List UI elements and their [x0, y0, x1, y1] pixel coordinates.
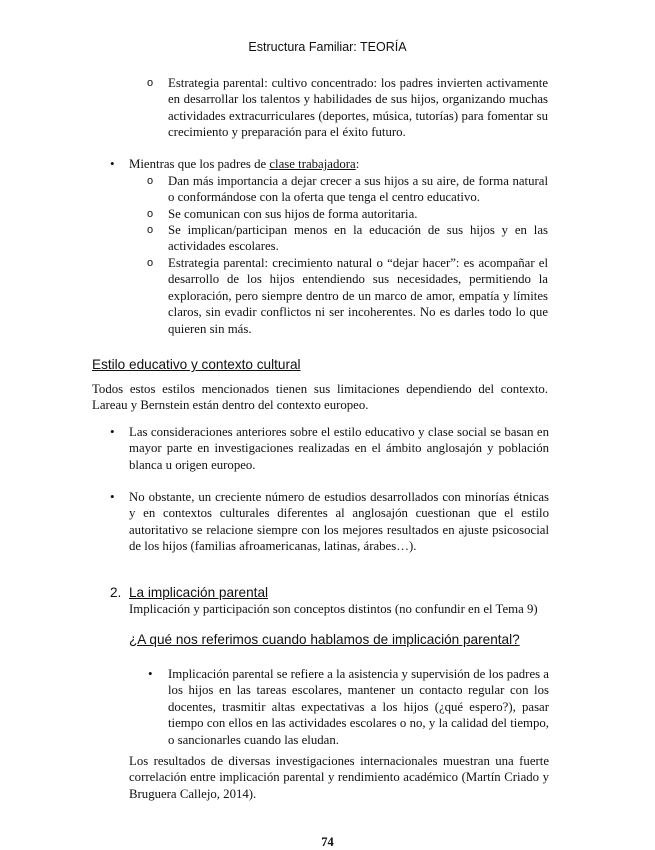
section-heading-implication: La implicación parental: [129, 585, 269, 600]
bullet-icon: •: [110, 156, 115, 171]
implication-closing: Los resultados de diversas investigaciones internacionales muestran una fuerte correlación entre implicación parental y rendimiento académico (Martín Criado y Bruguera Callejo, 2014).: [129, 754, 549, 801]
culture-bullet: Las consideraciones anteriores sobre el estilo educativo y clase social se basan en mayor parte en investigaciones realizadas en el ámbito anglosajón y población blanca u origen europeo.: [129, 425, 549, 472]
implication-question: ¿A qué nos referimos cuando hablamos de implicación parental?: [129, 632, 520, 647]
bullet-icon: •: [148, 666, 153, 681]
square-bullet-icon: o: [147, 208, 154, 220]
sub-item: Dan más importancia a dejar crecer a sus hijos a su aire, de forma natural o conformándose con la oferta que tenga el centro educativo.: [168, 174, 548, 205]
strategy-concentrated-text: Estrategia parental: cultivo concentrado: los padres invierten activamente en desarrollar los talentos y habilidades de sus hijos, organizando muchas actividades extracurriculares (deportes, música, tutorías) para fomentar su crecimiento y preparación para el éxito futuro.: [168, 76, 548, 140]
square-bullet-icon: o: [147, 224, 154, 236]
section-heading-culture: Estilo educativo y contexto cultural: [92, 357, 301, 372]
sub-item: Se implican/participan menos en la educación de sus hijos y en las actividades escolares.: [168, 223, 548, 254]
bullet-icon: •: [110, 489, 115, 504]
working-class-intro: [129, 156, 549, 172]
bullet-icon: •: [110, 424, 115, 439]
section-number: 2.: [110, 585, 122, 600]
sub-item: Estrategia parental: crecimiento natural o “dejar hacer”: es acompañar el desarrollo de los hijos entendiendo sus necesidades, permitiendo la exploración, pero siempre dentro de un marco de amor, empatía y límites claros, sin evadir conflictos ni ser incoherentes. No es darles todo lo que quieren sin más.: [168, 256, 548, 336]
culture-intro: Todos estos estilos mencionados tienen sus limitaciones dependiendo del contexto. Lareau y Bernstein están dentro del contexto europeo.: [92, 382, 548, 413]
working-class-intro-pre: Mientras que los padres de: [129, 157, 270, 171]
implication-bullet: Implicación parental se refiere a la asistencia y supervisión de los padres a los hijos en las tareas escolares, mantener un contacto regular con los docentes, trasmitir altas expectativas a los hijos (¿qué espero?), pasar tiempo con ellos en las actividades escolares o no, y la calidad del tiempo, o sancionarles cuando las eludan.: [168, 667, 549, 747]
square-bullet-icon: o: [147, 175, 154, 187]
working-class-term: clase trabajadora: [269, 157, 356, 171]
square-bullet-icon: o: [147, 257, 154, 269]
square-bullet-icon: o: [147, 77, 154, 89]
sub-item: Se comunican con sus hijos de forma autoritaria.: [168, 207, 418, 221]
working-class-intro-post: :: [355, 157, 360, 171]
culture-bullet: No obstante, un creciente número de estudios desarrollados con minorías étnicas y en contextos culturales diferentes al anglosajón cuestionan que el estilo autoritativo se relacione siempre con los mejores resultados en ajuste psicosocial de los hijos (familias afroamericanas, latinas, árabes…).: [129, 490, 549, 554]
page-number: 74: [321, 835, 334, 849]
implication-subtitle: Implicación y participación son conceptos distintos (no confundir en el Tema 9): [129, 602, 538, 616]
page-header: Estructura Familiar: TEORÍA: [248, 40, 407, 54]
